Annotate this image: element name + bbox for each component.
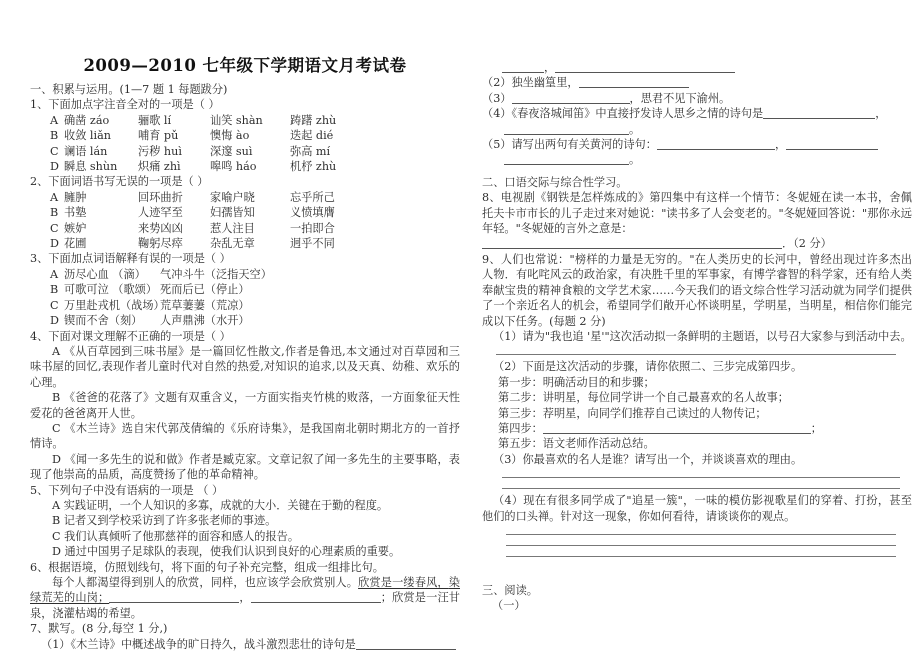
question-7-item-3-prefix: （3）: [482, 91, 512, 105]
option-col-2: 骊歌 lí: [138, 113, 172, 127]
question-1-option-c: [30, 144, 460, 159]
option-col-4: 忘乎所己: [290, 190, 335, 204]
question-2-option-a: [30, 190, 460, 205]
question-7-item-3: [482, 91, 912, 106]
question-9-step-5: 第五步：语文老师作活动总结。: [498, 437, 655, 451]
spacer-bottom: [482, 557, 912, 583]
question-8-score: ．（2 分）: [782, 237, 832, 251]
question-9-sub-4: （4）现在有很多同学成了"追星一簇"，一味的模仿影视歌星们的穿着、打扮，甚至他们的口头禅。针对这一现象，你如何看待，请谈谈你的观点。: [482, 494, 912, 523]
option-col-2: 污秽 huì: [138, 144, 182, 158]
option-col-2: 回环曲折: [138, 190, 183, 204]
question-7-item-1-text: （1）《木兰诗》中概述战争的旷日持久，战斗激烈悲壮的诗句是: [41, 637, 356, 651]
section-two-heading: 二、口语交际与综合性学习。: [482, 175, 628, 189]
option-col-3: 讪笑 shàn: [210, 113, 263, 127]
question-7-item-4-blank-1[interactable]: [763, 106, 875, 119]
question-6-sep-2: ；欣赏是一: [380, 591, 438, 605]
option-col-2: 死而后已（停止）: [160, 283, 250, 297]
question-6-body-end: 汪甘泉，浇灌枯竭的希望。: [30, 591, 460, 620]
option-key: B: [50, 283, 59, 297]
option-key: B: [50, 129, 59, 143]
option-key: C: [50, 298, 59, 312]
question-7-item-4-blank-2[interactable]: [504, 122, 629, 135]
option-col-2: 来势凶凶: [138, 221, 183, 235]
question-7-item-4-line2: [482, 122, 912, 137]
question-7-item-5-blank-3[interactable]: [504, 152, 629, 165]
question-3-option-c: [30, 298, 460, 313]
option-key: D: [50, 314, 59, 328]
question-6-body: [30, 575, 460, 621]
left-column: [30, 52, 460, 652]
question-6-lead: 每个人都渴望得到别人的欣赏，同样，也应该学会欣赏别人。: [52, 576, 359, 589]
question-2-stem: 2、下面词语书写无误的一项是（ ）: [30, 175, 209, 189]
option-col-4: 弥高 mí: [290, 144, 331, 158]
right-column: [482, 52, 912, 652]
question-7-item-5-line2: [482, 152, 912, 167]
question-7-item-5-prefix: （5）请写出两句有关黄河的诗句：: [482, 138, 657, 152]
option-key: C: [50, 144, 59, 158]
question-7-cont-blank-2[interactable]: [555, 60, 735, 73]
question-8-answer-line: [482, 236, 912, 251]
option-col-1: 臃肿: [64, 190, 87, 204]
question-7-cont-sep: ，: [544, 61, 556, 74]
question-7-item-5-suffix: ，: [774, 138, 787, 152]
question-1-option-a: [30, 113, 460, 128]
question-7-item-3-blank[interactable]: [512, 91, 630, 104]
option-col-1: 收敛 liǎn: [64, 129, 111, 143]
question-4-option-a: A 《从百草园到三味书屋》是一篇回忆性散文,作者是鲁迅,本文通过对百草园和三味书屋的回忆,表现作者儿童时代对自然的热爱,对知识的追求,以及天真、幼稚、欢乐的心理。: [30, 344, 460, 389]
question-3-option-b: [30, 282, 460, 297]
question-7-cont-blank-1[interactable]: [502, 60, 544, 73]
question-9-sub-3: （3）你最喜欢的名人是谁？请写出一个，并谈谈喜欢的理由。: [493, 452, 803, 466]
option-col-3: 深邃 suì: [210, 144, 253, 158]
question-7-item-3-suffix: ，思君不见下渝州。: [629, 91, 731, 105]
question-6-sep-1: ，: [239, 591, 251, 605]
option-key: A: [50, 190, 59, 204]
question-6-sample-2: 染绿荒芜的山岗；: [30, 576, 460, 605]
option-col-4: 踌躇 zhù: [290, 113, 337, 127]
question-7-continued-line: [482, 60, 912, 75]
option-col-3: 妇孺皆知: [210, 206, 255, 220]
option-col-3: 家喻户晓: [210, 190, 255, 204]
question-1-stem: 1、下面加点字注音全对的一项是（ ）: [30, 98, 220, 112]
question-6-answer-blank-1[interactable]: [109, 590, 239, 603]
option-key: C: [50, 221, 59, 235]
question-2-option-c: [30, 221, 460, 236]
option-col-1: 可歌可泣 （歌颂）: [64, 283, 158, 297]
option-col-2: 炽痛 zhì: [138, 160, 181, 174]
question-4-stem: 4、下面对课文理解不正确的一项是（ ）: [30, 329, 231, 343]
option-col-4: 机杼 zhù: [290, 160, 337, 174]
question-7-item-2-blank[interactable]: [579, 75, 689, 88]
section-one-heading: 一、积累与运用。(1—7 题 1 每题跋分): [30, 83, 228, 96]
question-8-answer-blank[interactable]: [482, 236, 782, 249]
question-5-option-b: B 记者又到学校采访到了许多张老师的事迹。: [52, 514, 277, 528]
option-col-4: 一拍即合: [290, 221, 335, 235]
option-col-1: 锲而不舍（刻）: [64, 314, 143, 328]
question-9-step-4: [482, 421, 912, 436]
option-col-1: 万里赴戎机（战场）: [64, 298, 165, 312]
page-title: 2009—2010 七年级下学期语文月考试卷: [83, 56, 407, 75]
option-col-4: 迥乎不同: [290, 237, 335, 251]
option-col-2: 鞠躬尽瘁: [138, 237, 183, 251]
option-col-2: 人声鼎沸（水开）: [160, 314, 250, 328]
option-col-1: 嫉妒: [64, 221, 87, 235]
question-9-sub-4-answer-line-1[interactable]: [506, 534, 896, 535]
question-7-item-4-end: 。: [629, 122, 641, 136]
question-7-item-2-text: （2）独坐幽篁里，: [482, 76, 579, 90]
question-9-text: 9、人们也常说："榜样的力量是无穷的。"在人类历史的长河中，曾经出现过许多杰出人物．有叱咤风云的政治家，有决胜千里的军事家，有博学睿智的科学家，还有给人类奉献宝贵的精神食粮的文学艺术家……今天我们的语文综合性学习活动就为同学们提供了一个亲近名人的机会，希望同学们敞开心怀谈明星，学明星，当明星，相信你们能完成以下任务。(每题 2 分): [482, 252, 912, 328]
question-7-item-5-end: 。: [629, 153, 641, 167]
question-2-option-d: [30, 236, 460, 251]
question-8-text: 8、电视剧《钢铁是怎样炼成的》第四集中有这样一个情节：冬妮娅在读一本书，舍佩托夫卡市市长的儿子走过来对她说："读书多了人会变老的。"冬妮娅回答说："那你永远年轻。"冬妮娅的言外之意是：: [482, 191, 912, 236]
question-9-sub-1-answer-line[interactable]: [496, 354, 896, 355]
option-col-4: 义愤填膺: [290, 206, 335, 220]
question-7-stem: 7、默写。(8 分,每空 1 分,): [30, 622, 168, 636]
question-5-stem: 5、下列句子中没有语病的一项是 （ ）: [30, 483, 224, 497]
question-9-step-3: 第三步：荐明星，向同学们推荐自己读过的人物传记；: [498, 406, 767, 420]
option-key: B: [50, 206, 59, 220]
question-5-option-d: D 通过中国男子足球队的表现，使我们认识到良好的心理素质的重要。: [52, 545, 401, 559]
question-9-step-4-label: 第四步：: [498, 421, 543, 435]
question-7-item-5: [482, 137, 912, 152]
option-col-1: 谰语 lán: [64, 144, 108, 158]
question-3-stem: 3、下面加点词语解释有误的一项是（ ）: [30, 252, 231, 266]
question-9-sub-4-answer-line-2[interactable]: [506, 545, 896, 546]
question-7-item-4-suffix: ，: [875, 107, 887, 121]
option-key: D: [50, 160, 59, 174]
question-7-item-1: [30, 637, 460, 652]
option-col-2: 气冲斗牛（泛指天空）: [160, 267, 272, 281]
option-col-1: 花圃: [64, 237, 87, 251]
option-col-3: 杂乱无章: [210, 237, 255, 251]
section-three-heading: 三、阅读。: [482, 583, 538, 597]
option-key: A: [50, 267, 59, 281]
question-7-item-5-blank-2[interactable]: [786, 137, 878, 150]
question-3-option-d: [30, 313, 460, 328]
option-col-4: 迭起 dié: [290, 129, 334, 143]
question-7-item-4: [482, 106, 912, 121]
question-9-step-1: 第一步：明确活动目的和步骤；: [498, 375, 655, 389]
question-9-sub-3-answer-line-1[interactable]: [502, 477, 900, 478]
question-4-option-c: C 《木兰诗》选自宋代郭茂倩编的《乐府诗集》，是我国南北朝时期北方的一首抒情诗。: [30, 421, 460, 451]
question-9-step-4-blank[interactable]: [543, 421, 811, 434]
question-7-item-2: [482, 75, 912, 90]
question-1-option-b: [30, 128, 460, 143]
question-9-sub-3-answer-line-2[interactable]: [502, 488, 900, 489]
question-1-option-d: [30, 159, 460, 174]
question-2-option-b: [30, 205, 460, 220]
question-7-item-5-blank-1[interactable]: [657, 137, 775, 150]
option-col-3: 嗥鸣 háo: [210, 160, 257, 174]
option-col-2: 哺育 pǔ: [138, 129, 179, 143]
question-9-step-4-suffix: ；: [810, 421, 822, 435]
question-9-step-2: 第二步：讲明星，每位同学讲一个自己最喜欢的名人故事；: [498, 391, 789, 405]
option-col-1: 沥尽心血 （滴）: [64, 267, 146, 281]
option-col-1: 书塾: [64, 206, 87, 220]
spacer: [482, 168, 912, 175]
question-6-stem: 6、根据语境，仿照划线句，将下面的句子补充完整，组成一组排比句。: [30, 560, 384, 574]
question-3-option-a: [30, 267, 460, 282]
option-key: A: [50, 113, 59, 127]
option-key: D: [50, 237, 59, 251]
question-9-sub-2: （2）下面是这次活动的步骤，请你依照二、三步完成第四步。: [493, 360, 803, 374]
question-9-sub-1: （1）请为"我也追 '星'"这次活动拟一条鲜明的主题语，以号召大家参与到活动中去。: [493, 329, 912, 343]
question-5-option-c: C 我们认真倾听了他那慈祥的面容和感人的报告。: [52, 529, 300, 543]
question-6-sample-1: 欣赏是一缕春风，: [358, 576, 449, 589]
option-col-2: 荒草萋萋（荒凉）: [160, 298, 250, 312]
option-col-1: 瞬息 shùn: [64, 160, 118, 174]
option-col-2: 人迹罕至: [138, 206, 183, 220]
section-three-subheading: （一）: [492, 599, 526, 613]
question-7-item-1-blank[interactable]: [356, 637, 456, 650]
question-6-answer-blank-2[interactable]: [251, 590, 381, 603]
option-col-1: 确凿 záo: [64, 113, 110, 127]
option-col-3: 惹人注目: [210, 221, 255, 235]
question-5-option-a: A 实践证明，一个人知识的多寡，成就的大小．关键在于勤的程度。: [52, 498, 389, 512]
option-col-3: 懊悔 ào: [210, 129, 250, 143]
question-4-option-b: B 《爸爸的花落了》文题有双重含义，一方面实指夹竹桃的败落，一方面象征天性爱花的爸爸离开人世。: [30, 391, 460, 420]
question-7-item-4-prefix: （4）《春夜洛城闻笛》中直接抒发诗人思乡之情的诗句是: [482, 107, 764, 121]
question-4-option-d: D 《闻一多先生的说和做》作者是臧克家。文章记叙了闻一多先生的主要事略，表现了他崇高的品质，高度赞扬了他的革命精神。: [30, 452, 460, 482]
